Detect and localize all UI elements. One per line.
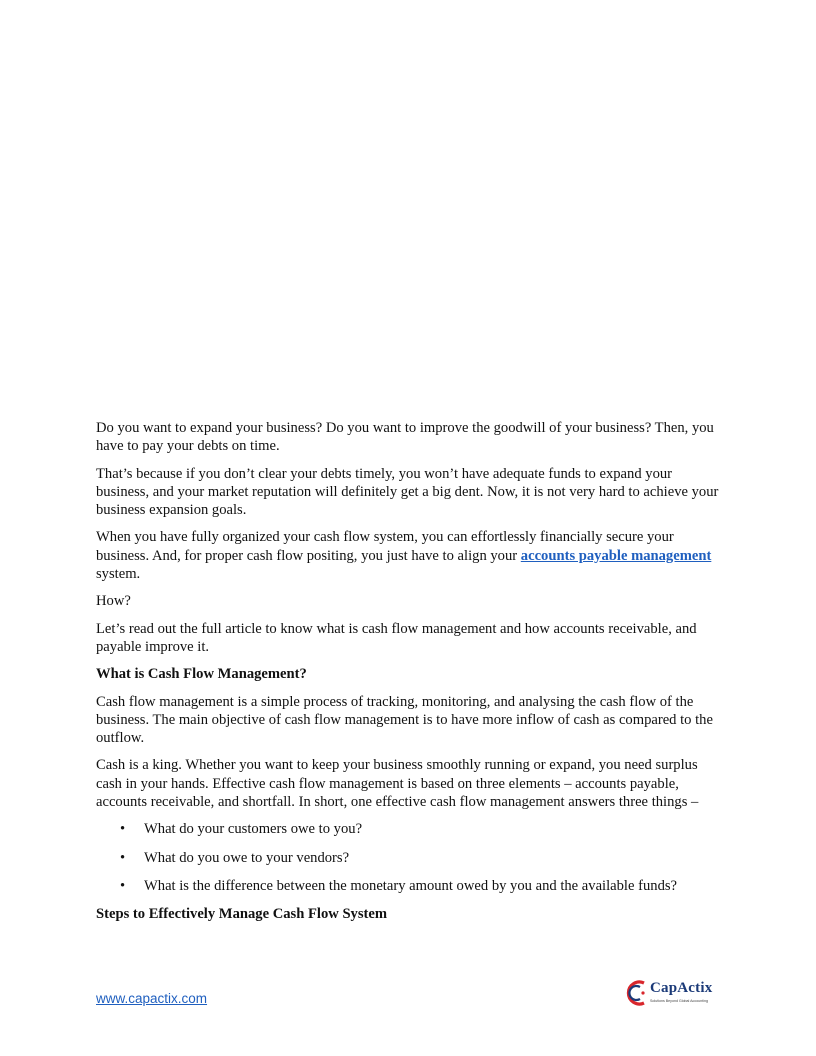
questions-list xyxy=(96,820,722,895)
heading-steps: Steps to Effectively Manage Cash Flow System xyxy=(96,906,388,923)
paragraph-read-article: Let’s read out the full article to know what is cash flow management and how accounts receivable, and payable improve it. xyxy=(96,620,697,655)
paragraph-text: system. xyxy=(96,566,141,583)
list-item-text: What do you owe to your vendors? xyxy=(144,849,350,866)
accounts-payable-link[interactable]: accounts payable management xyxy=(520,547,712,564)
list-item xyxy=(96,849,722,867)
capactix-logo xyxy=(622,978,722,1008)
logo-tagline: Solutions Beyond Global Accounting xyxy=(650,999,708,1003)
list-item xyxy=(96,877,722,895)
logo-name: CapActix xyxy=(650,980,713,996)
paragraph-definition: Cash flow management is a simple process of tracking, monitoring, and analysing the cash flow of the business. The main objective of cash flow management is to have more inflow of cash as compared to the outflow. xyxy=(96,693,713,747)
paragraph-cash-flow-system xyxy=(96,528,722,583)
list-item xyxy=(96,820,722,838)
paragraph-intro: Do you want to expand your business? Do you want to improve the goodwill of your business? Then, you have to pay your debts on time. xyxy=(96,420,714,455)
list-item-text: What do your customers owe to you? xyxy=(144,821,363,838)
bullet-glyph: • xyxy=(120,877,126,894)
document-body xyxy=(96,419,722,933)
bullet-glyph: • xyxy=(120,821,126,838)
bullet-glyph: • xyxy=(120,849,126,866)
list-item-text: What is the difference between the monetary amount owed by you and the available funds? xyxy=(144,877,678,894)
paragraph-text: When you have fully organized your cash flow system, you can effortlessly financially secure your business. And, for proper cash flow positing, you just have to align your xyxy=(96,529,674,564)
logo-swoosh-icon xyxy=(622,978,652,1008)
paragraph-how: How? xyxy=(96,593,131,610)
footer-website-link[interactable]: www.capactix.com xyxy=(96,991,208,1006)
paragraph-cash-is-king: Cash is a king. Whether you want to keep your business smoothly running or expand, you need surplus cash in your hands. Effective cash flow management is based on three elements – accounts payable, accounts receivable, and shortfall. In short, one effective cash flow management answers three things – xyxy=(96,757,699,811)
paragraph-debts: That’s because if you don’t clear your debts timely, you won’t have adequate funds to expand your business, and your market reputation will definitely get a big dent. Now, it is not very hard to achieve your business expansion goals. xyxy=(96,465,719,519)
heading-what-is-cash-flow: What is Cash Flow Management? xyxy=(96,666,307,683)
